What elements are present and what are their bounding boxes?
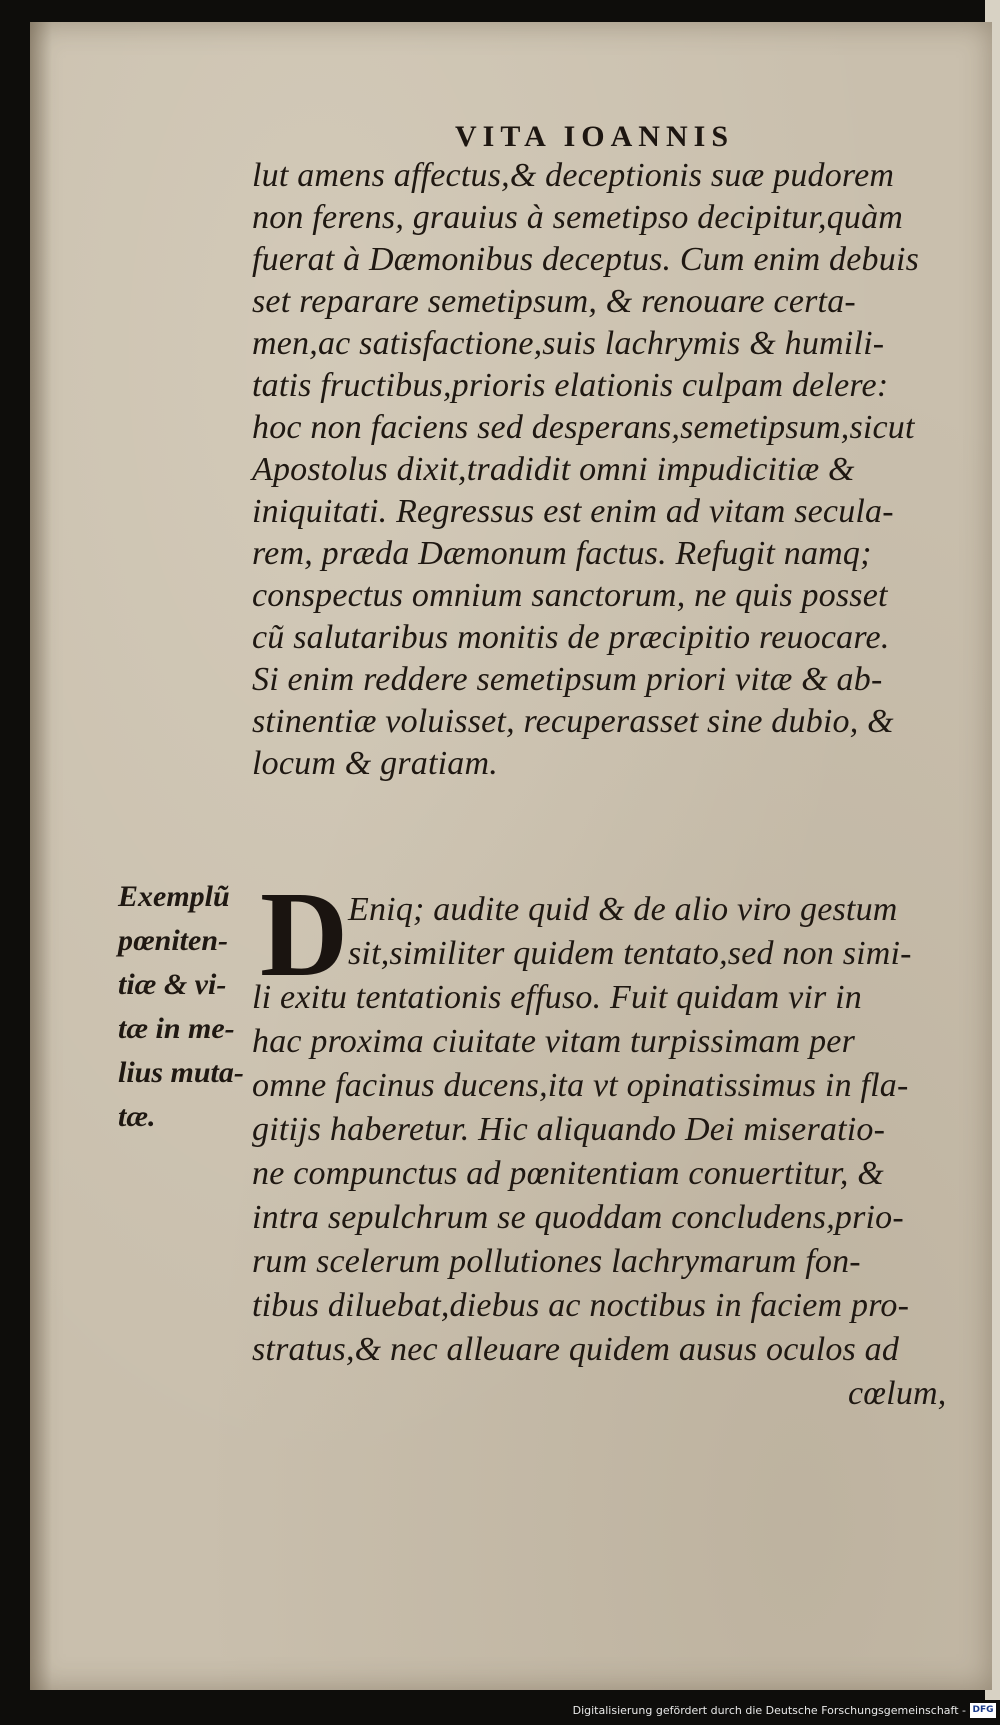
footer-bar <box>0 1700 1000 1725</box>
text-line: Si enim reddere semetipsum priori vitæ & ab- <box>252 661 883 698</box>
drop-initial: D <box>260 867 349 1002</box>
marginal-note-line: tæ in me- <box>118 1012 235 1045</box>
text-line: tatis fructibus,prioris elationis culpam delere: <box>252 367 889 404</box>
text-line: hac proxima ciuitate vitam turpissimam per <box>252 1023 856 1060</box>
text-line: Eniq; audite quid & de alio viro gestum <box>348 891 898 928</box>
text-line: set reparare semetipsum, & renouare certa- <box>252 283 856 320</box>
text-line: ne compunctus ad pœnitentiam conuertitur, & <box>252 1155 884 1192</box>
marginal-note-line: Exemplũ <box>118 880 230 913</box>
running-head: VITA IOANNIS <box>455 120 734 153</box>
text-line: omne facinus ducens,ita vt opinatissimus in fla- <box>252 1067 909 1104</box>
text-line: non ferens, grauius à semetipso decipitur,quàm <box>252 199 904 236</box>
text-line: iniquitati. Regressus est enim ad vitam secula- <box>252 493 894 530</box>
text-line: sit,similiter quidem tentato,sed non simi- <box>348 935 912 972</box>
marginal-note-line: pœniten- <box>118 924 229 957</box>
text-line: stratus,& nec alleuare quidem ausus oculos ad <box>252 1331 900 1368</box>
text-line: rum scelerum pollutiones lachrymarum fon- <box>252 1243 861 1280</box>
marginal-note-line: lius muta- <box>118 1056 244 1089</box>
catchword: cœlum, <box>848 1375 947 1412</box>
text-line: gitijs haberetur. Hic aliquando Dei miseratio- <box>252 1111 886 1148</box>
text-line: lut amens affectus,& deceptionis suæ pudorem <box>252 157 895 194</box>
text-line: men,ac satisfactione,suis lachrymis & humili- <box>252 325 885 362</box>
text-line: tibus diluebat,diebus ac noctibus in faciem pro- <box>252 1287 910 1324</box>
text-line: stinentiæ voluisset, recuperasset sine dubio, & <box>252 703 894 740</box>
text-line: li exitu tentationis effuso. Fuit quidam vir in <box>252 979 863 1016</box>
text-line: fuerat à Dæmonibus deceptus. Cum enim debuis <box>252 241 920 278</box>
dfg-logo: DFG <box>970 1703 996 1718</box>
marginal-note-line: tæ. <box>118 1100 156 1133</box>
text-line: intra sepulchrum se quoddam concludens,prio- <box>252 1199 904 1236</box>
marginal-note-line: tiæ & vi- <box>118 968 227 1001</box>
text-line: Apostolus dixit,tradidit omni impudicitiæ & <box>252 451 855 488</box>
text-line: locum & gratiam. <box>252 745 498 782</box>
page-gutter-shadow <box>30 22 52 1690</box>
text-line: hoc non faciens sed desperans,semetipsum,sicut <box>252 409 915 446</box>
text-line: conspectus omnium sanctorum, ne quis posset <box>252 577 888 614</box>
text-line: cũ salutaribus monitis de præcipitio reuocare. <box>252 619 890 656</box>
text-line: rem, præda Dæmonum factus. Refugit namq; <box>252 535 872 572</box>
footer-credit: Digitalisierung gefördert durch die Deutsche Forschungsgemeinschaft - <box>572 1704 966 1717</box>
